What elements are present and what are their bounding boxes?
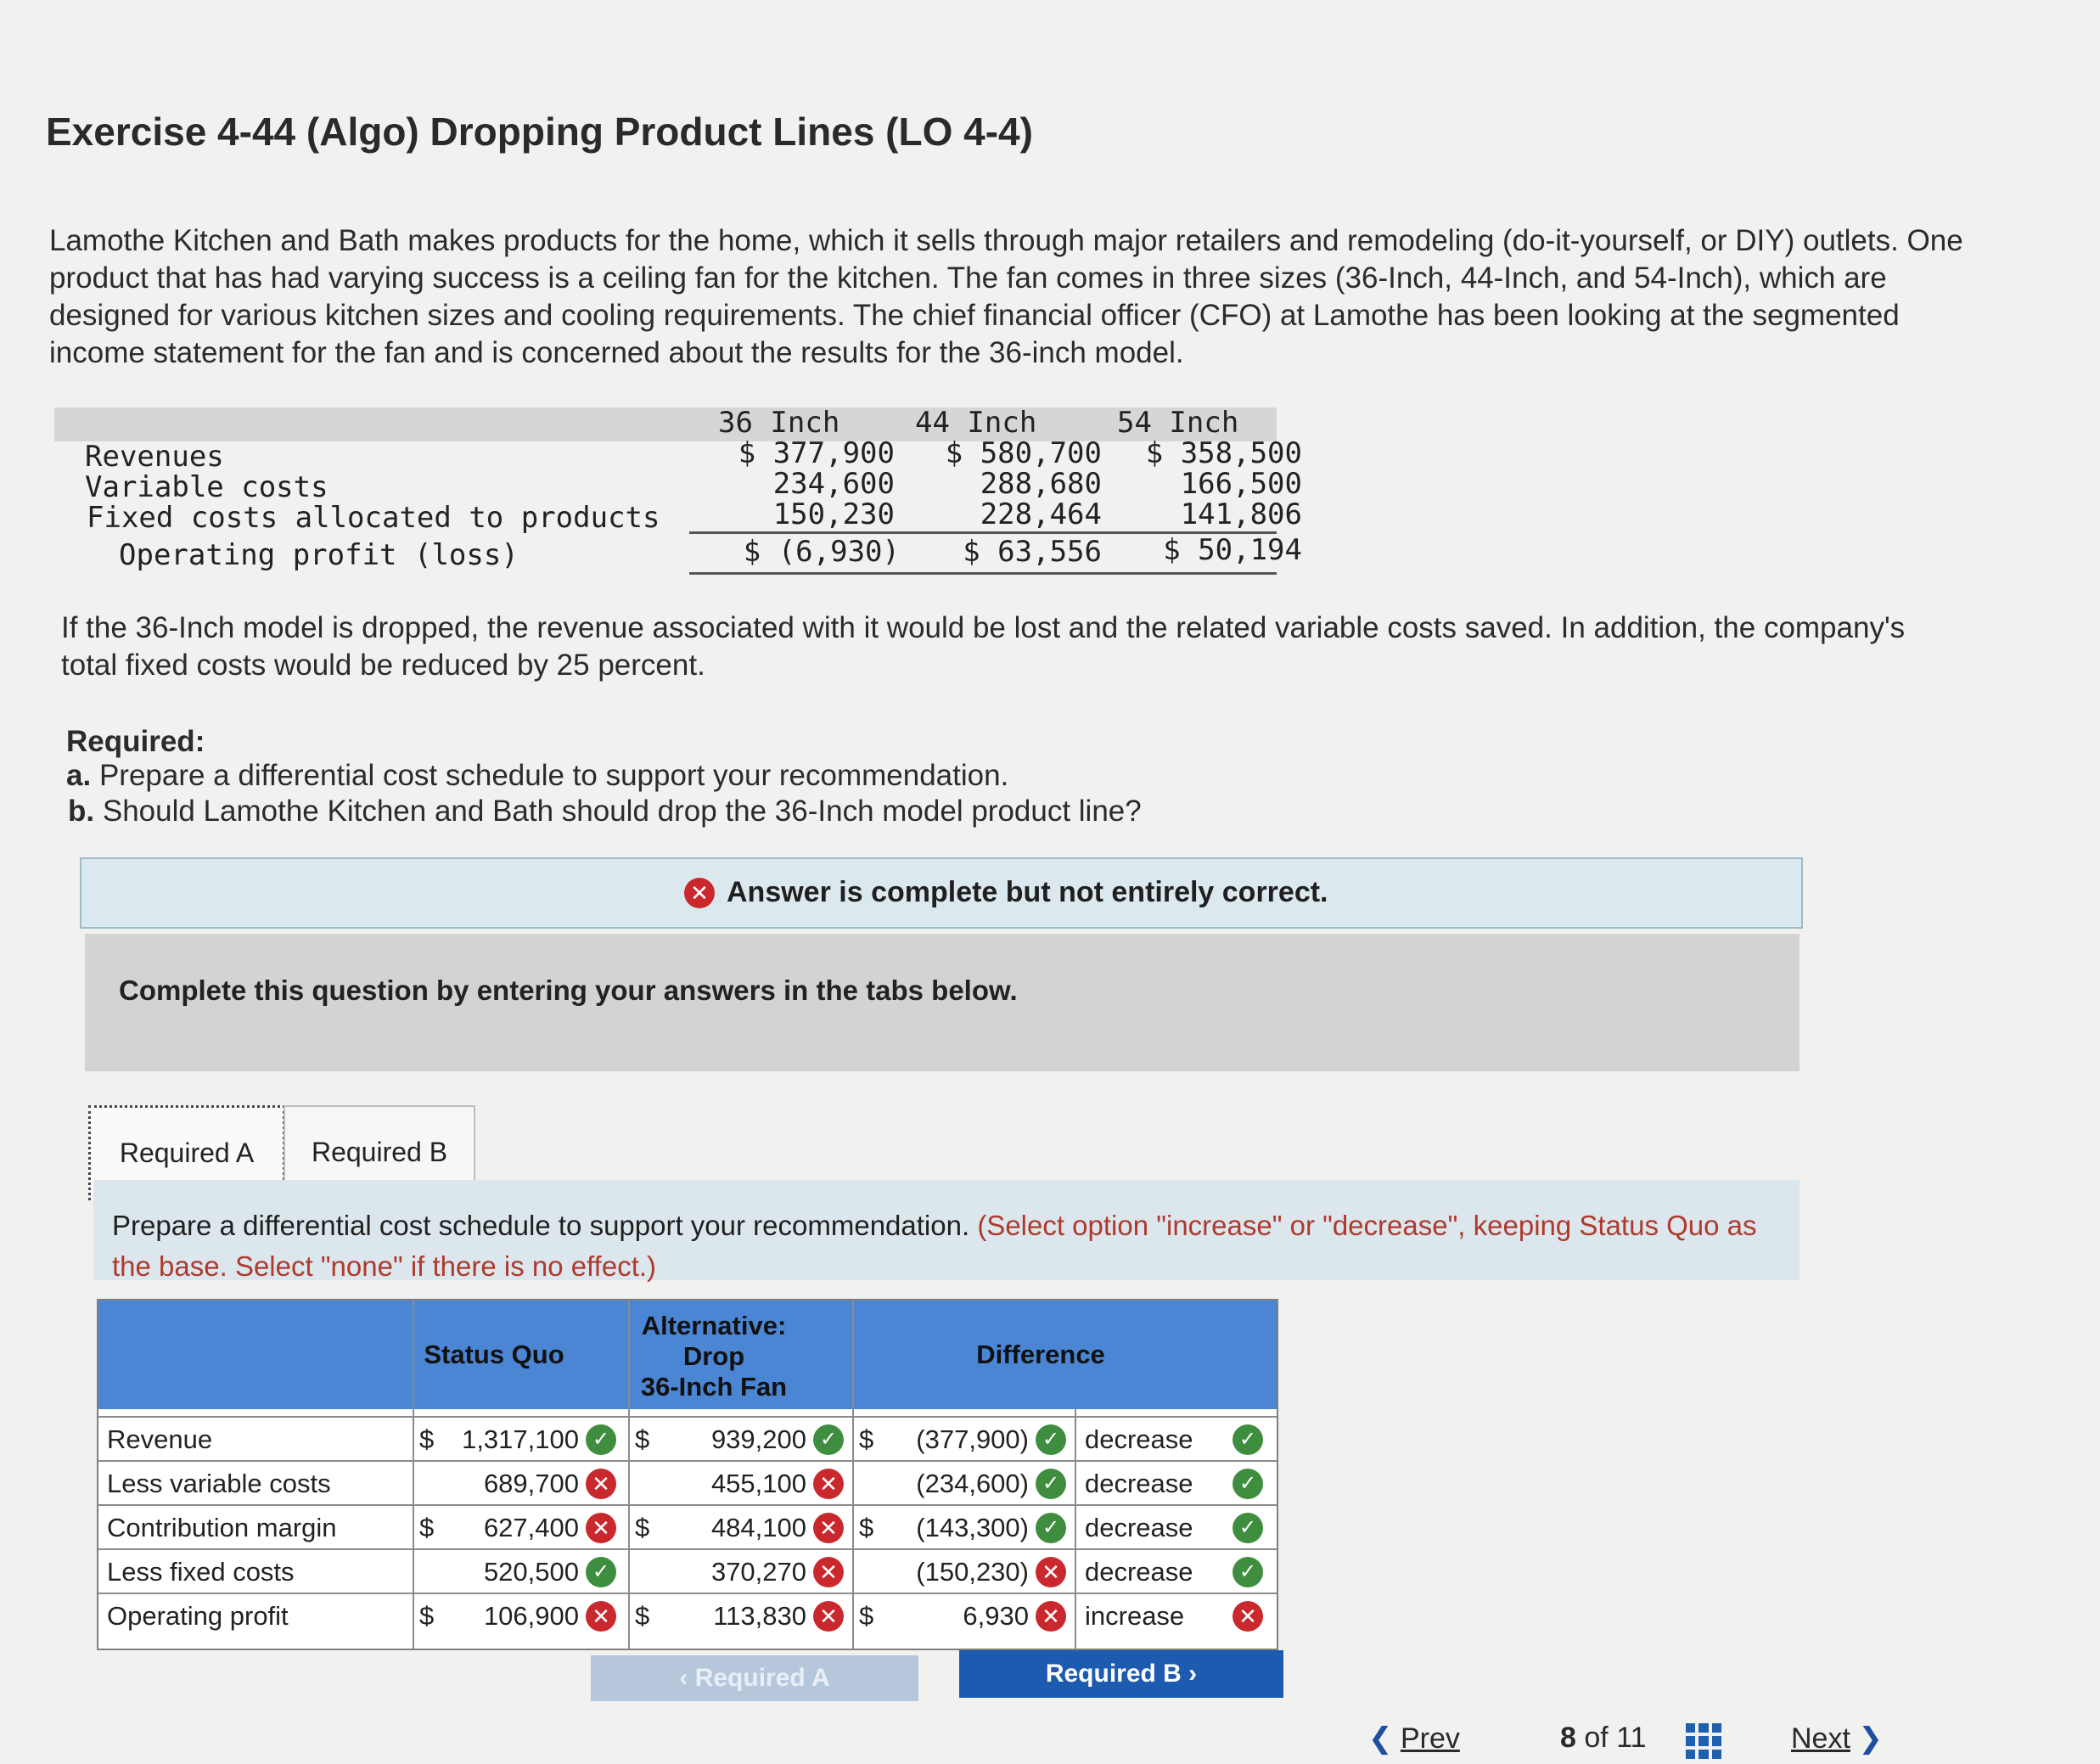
chevron-right-icon: ›	[1181, 1660, 1198, 1688]
error-icon: ✕	[813, 1601, 844, 1632]
next-link[interactable]: Next ❯	[1791, 1722, 1883, 1755]
required-a-label: a.	[66, 759, 92, 792]
exercise-title: Exercise 4-44 (Algo) Dropping Product Lines (LO 4-4)	[46, 110, 1033, 154]
tab-label: Required A	[119, 1137, 255, 1168]
check-icon: ✓	[1036, 1424, 1066, 1455]
total-rule	[689, 572, 1277, 575]
row-label: Operating profit	[107, 1601, 289, 1631]
required-b-text: Should Lamothe Kitchen and Bath should drop the 36-Inch model product line?	[102, 795, 1142, 828]
alternative-input[interactable]: 484,100	[710, 1513, 806, 1542]
header-alternative: Alternative: Drop 36-Inch Fan	[640, 1311, 788, 1402]
table-row	[98, 1593, 1277, 1638]
cell-value: $ 358,500	[1145, 436, 1302, 470]
alternative-input[interactable]: 113,830	[713, 1601, 806, 1631]
col-header-44: 44 Inch	[915, 406, 1037, 440]
header-difference: Difference	[976, 1340, 1105, 1369]
cell-value: 166,500	[1180, 467, 1302, 501]
row-label: Revenue	[107, 1424, 213, 1454]
row-label: Contribution margin	[107, 1513, 337, 1542]
currency-symbol: $	[635, 1513, 650, 1542]
check-icon: ✓	[1036, 1469, 1066, 1499]
row-label: Less variable costs	[107, 1469, 331, 1498]
row-label: Variable costs	[85, 470, 328, 504]
error-icon: ✕	[684, 878, 715, 908]
cell-value: $ (6,930)	[743, 535, 900, 569]
check-icon: ✓	[813, 1424, 844, 1455]
alternative-input[interactable]: 370,270	[710, 1557, 806, 1587]
error-icon: ✕	[586, 1469, 616, 1499]
error-icon: ✕	[586, 1601, 616, 1632]
cell-value: $ 63,556	[963, 535, 1102, 569]
status-quo-input[interactable]: 627,400	[483, 1513, 579, 1542]
table-header	[98, 1301, 1277, 1409]
status-quo-input[interactable]: 689,700	[483, 1469, 579, 1498]
previous-required-button[interactable]: ‹ Required A	[591, 1655, 918, 1701]
currency-symbol: $	[419, 1601, 435, 1631]
col-header-36: 36 Inch	[718, 406, 840, 440]
table-row	[98, 1548, 1277, 1594]
alternative-input[interactable]: 455,100	[710, 1469, 806, 1498]
feedback-banner	[80, 857, 1803, 929]
question-grid-icon[interactable]	[1686, 1723, 1721, 1759]
tab-label: Required B	[311, 1136, 448, 1167]
error-icon: ✕	[1036, 1557, 1066, 1587]
table-row	[98, 1504, 1277, 1550]
chevron-left-icon: ‹	[679, 1664, 695, 1692]
currency-symbol: $	[859, 1513, 874, 1542]
feedback-message: Answer is complete but not entirely correct.	[727, 876, 1328, 908]
difference-input[interactable]: (377,900)	[916, 1424, 1029, 1454]
direction-select[interactable]: decrease	[1085, 1513, 1193, 1542]
cell-value: $ 50,194	[1163, 533, 1302, 567]
scenario-paragraph: If the 36-Inch model is dropped, the revenue associated with it would be lost and the related variable costs saved. In addition, the company's total fixed costs would be reduced by 25 percent.	[61, 611, 1906, 682]
cell-value: 234,600	[772, 467, 895, 501]
cell-value: $ 377,900	[738, 436, 895, 470]
table-row	[98, 1416, 1277, 1462]
chevron-right-icon: ❯	[1850, 1722, 1883, 1755]
currency-symbol: $	[419, 1513, 435, 1542]
row-label: Less fixed costs	[107, 1557, 295, 1587]
cell-value: 228,464	[980, 497, 1102, 531]
check-icon: ✓	[1232, 1424, 1263, 1455]
segmented-income-statement	[54, 399, 1302, 577]
next-required-button[interactable]: Required B ›	[959, 1650, 1283, 1698]
difference-input[interactable]: (150,230)	[916, 1557, 1029, 1587]
status-quo-input[interactable]: 1,317,100	[462, 1424, 579, 1454]
intro-paragraph: Lamothe Kitchen and Bath makes products for the home, which it sells through major retailers and remodeling (do-it-yourself, or DIY) outlets. One product that has had varying success is a ceiling fan for the kitchen. The fan comes in three sizes (36-Inch, 44-Inch, and 54-Inch), which are designed for various kitchen sizes and cooling requirements. The chief financial officer (CFO) at Lamothe has been looking at the segmented income statement for the fan and is concerned about the results for the 36-inch model.	[49, 224, 1963, 369]
direction-select[interactable]: decrease	[1085, 1557, 1193, 1587]
instruction-main: Prepare a differential cost schedule to support your recommendation.	[112, 1210, 970, 1241]
check-icon: ✓	[1232, 1557, 1263, 1587]
difference-input[interactable]: 6,930	[963, 1601, 1029, 1631]
prev-link[interactable]: ❮ Prev	[1368, 1722, 1460, 1755]
cell-value: $ 580,700	[945, 436, 1102, 470]
currency-symbol: $	[635, 1424, 650, 1454]
instruction-note: (Select option "increase" or "decrease", keeping Status Quo as the base. Select "none" if there is no effect.)	[112, 1210, 1757, 1282]
required-heading: Required:	[66, 725, 205, 758]
check-icon: ✓	[1232, 1469, 1263, 1499]
error-icon: ✕	[813, 1469, 844, 1499]
row-label: Revenues	[85, 440, 224, 474]
cell-value: 141,806	[1180, 497, 1302, 531]
check-icon: ✓	[586, 1557, 616, 1587]
col-header-54: 54 Inch	[1117, 406, 1239, 440]
row-label: Fixed costs allocated to products	[87, 501, 660, 535]
direction-select[interactable]: increase	[1085, 1601, 1185, 1631]
error-icon: ✕	[1232, 1601, 1263, 1632]
direction-select[interactable]: decrease	[1085, 1424, 1193, 1454]
direction-select[interactable]: decrease	[1085, 1469, 1193, 1498]
required-a-text: Prepare a differential cost schedule to support your recommendation.	[98, 759, 1009, 792]
error-icon: ✕	[813, 1513, 844, 1543]
header-status-quo: Status Quo	[424, 1340, 564, 1369]
currency-symbol: $	[635, 1601, 650, 1631]
error-icon: ✕	[586, 1513, 616, 1543]
required-b-label: b.	[68, 795, 95, 828]
cell-value: 288,680	[980, 467, 1102, 501]
alternative-input[interactable]: 939,200	[710, 1424, 806, 1454]
check-icon: ✓	[1036, 1513, 1066, 1543]
check-icon: ✓	[1232, 1513, 1263, 1543]
table-row	[98, 1460, 1277, 1506]
tab-instruction	[93, 1180, 1800, 1280]
check-icon: ✓	[586, 1424, 616, 1455]
currency-symbol: $	[419, 1424, 435, 1454]
currency-symbol: $	[859, 1601, 874, 1631]
instruction-banner	[85, 934, 1800, 1071]
difference-input[interactable]: (143,300)	[916, 1513, 1029, 1542]
status-quo-input[interactable]: 520,500	[483, 1557, 579, 1587]
page-indicator: 8 of 11	[1560, 1722, 1647, 1754]
differential-cost-table	[97, 1299, 1278, 1650]
error-icon: ✕	[813, 1557, 844, 1587]
required-a	[66, 757, 1008, 795]
error-icon: ✕	[1036, 1601, 1066, 1632]
instruction-text: Complete this question by entering your answers in the tabs below.	[119, 975, 1018, 1006]
row-label: Operating profit (loss)	[119, 538, 519, 572]
required-b	[68, 793, 1142, 830]
cell-value: 150,230	[772, 497, 895, 531]
difference-input[interactable]: (234,600)	[916, 1469, 1029, 1498]
status-quo-input[interactable]: 106,900	[483, 1601, 579, 1631]
currency-symbol: $	[859, 1424, 874, 1454]
chevron-left-icon: ❮	[1368, 1722, 1401, 1755]
